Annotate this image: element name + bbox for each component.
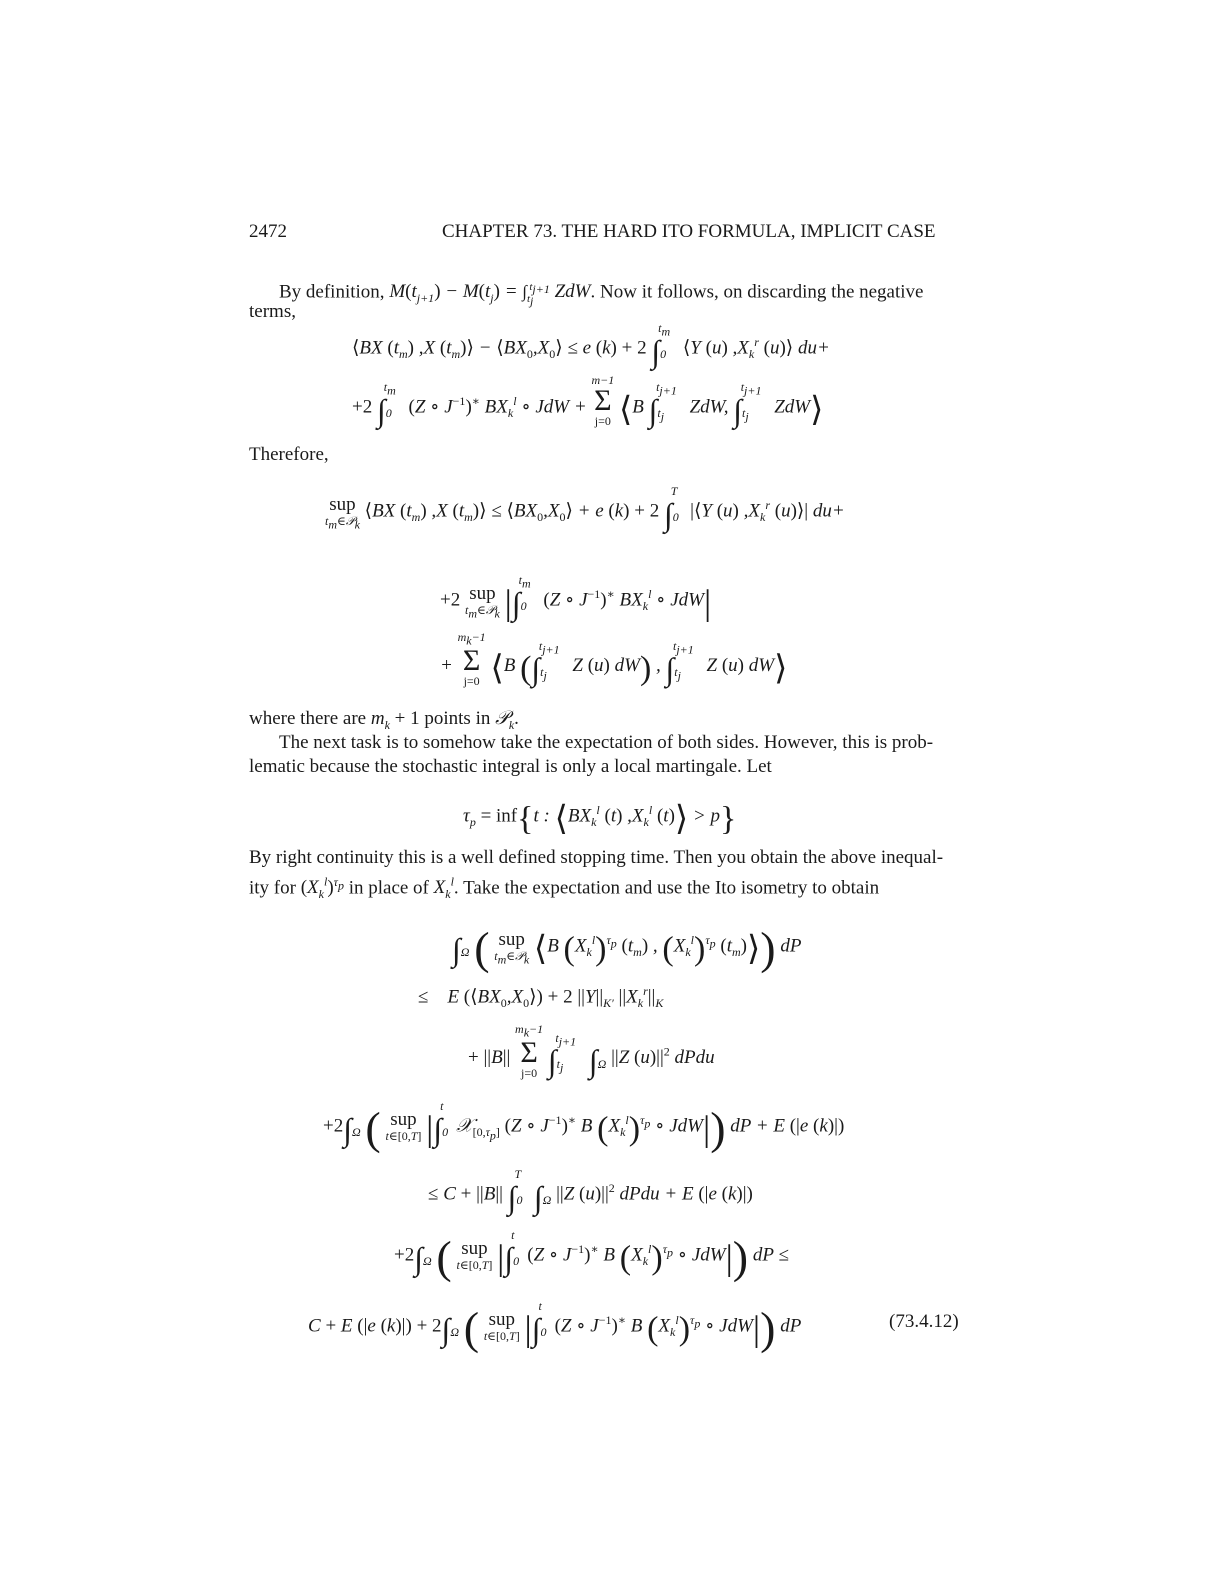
text-run: By definition, [279, 281, 390, 303]
paragraph-right-continuity-2 [249, 870, 879, 906]
equation-label: (73.4.12) [889, 1311, 959, 1332]
text-run: . Take the expectation and use the Ito isometry to obtain [453, 877, 880, 899]
equation-expectation-5: ≤ C + ||B|| $\int_0^T$ $\int_\Omega$ ||Z $(u)||^2$ dPdu + E (|e (k)|) [428, 1167, 753, 1216]
text-run: in place of [343, 877, 434, 899]
equation-expectation-6: $+2\int_\Omega$ ( sup t∈[0,T] $|\int_0^t$ (Z ∘ $J^{-1})^∗$ B $(X_k^l)^{\tau_p}$ ∘ JdW|) dP ≤ [394, 1228, 789, 1283]
running-title: CHAPTER 73. THE HARD ITO FORMULA, IMPLICIT CASE [442, 221, 936, 242]
paragraph-next-task-1: The next task is to somehow take the expectation of both sides. However, this is prob- [279, 732, 934, 753]
text-run: ity for [249, 877, 301, 899]
paragraph-points: where there are $m_k + 1$ points in 𝒫$_k$. [249, 708, 519, 732]
page-number: 2472 [249, 221, 287, 242]
text-run: . Now it follows, on discarding the negative [590, 281, 924, 303]
equation-sup-1-cont: +2 sup $t_m\in 𝒫_k$ $|\int_0^{t_m}$ (Z ∘ $J^{-1})^∗$ $BX_k^l$ ∘ JdW| [440, 573, 712, 623]
equation-expectation-1: $\int_\Omega$ ( sup $t_m\in 𝒫_k$ ⟨B $(X_k^l)^{\tau_p}$ $(t_m)$ , $(X_k^l)^{\tau_p}$ $(t_m)⟩$) dP [452, 922, 802, 974]
text-run: where there are [249, 708, 371, 729]
paragraph-terms: terms, [249, 301, 296, 322]
equation-expectation-7: C + E (|e $(k)|) + 2\int_\Omega$ ( sup t∈[0,T] $|\int_0^t$ (Z ∘ $J^{-1})^∗$ B $(X_k^l)^{\tau_p}$ ∘ JdW|) dP [308, 1299, 802, 1354]
math-inline-m-diff: $M(t_{j+1}) - M(t_j) = \int_{t_j}^{t_{j+1}}$ ZdW [389, 281, 591, 309]
paragraph-next-task-2: lematic because the stochastic integral is only a local martingale. Let [249, 756, 772, 777]
equation-inequality-1-cont: +2 $\int_0^{t_m}$ (Z ∘ $J^{-1})^∗$ $BX_k^l$ ∘ JdW + m−1 Σ j=0 ⟨B $\int_{t_j}^{t_{j+1}}$ ZdW, $\int_{t_j}^{t_{j+1}}$ ZdW⟩ [352, 373, 824, 429]
equation-expectation-3: + ||B|| $m_k-1$ Σ j=0 $\int_{t_j}^{t_{j+1}}$ $\int_\Omega$ ||Z $(u)||^2$ dPdu [468, 1022, 715, 1081]
equation-inequality-1: ⟨BX $(t_m)$ ,X $(t_m)⟩$ − $⟨BX_0,X_0⟩ \le e$ (k) + 2 $\int_0^{t_m}$ ⟨Y (u) $,X_k^r$ (u)⟩ du+ [352, 321, 830, 370]
equation-sup-1-sum: + $m_k-1$ Σ j=0 ⟨B ($\int_{t_j}^{t_{j+1}}$ Z (u) dW) , $\int_{t_j}^{t_{j+1}}$ Z (u) dW⟩ [440, 630, 788, 689]
paragraph-therefore: Therefore, [249, 444, 329, 465]
equation-sup-1: sup $t_m\in 𝒫_k$ ⟨BX $(t_m)$ ,X $(t_m)⟩$ ≤ $⟨BX_0,X_0⟩ + e$ (k) + 2 $\int_0^T$ |⟨Y (u) $,X_k^r$ (u)⟩| du+ [325, 484, 845, 533]
math-inline-xk-tau: $(X_k^l)^{\tau_p}$ [300, 875, 344, 902]
text-run: points in [419, 708, 496, 729]
equation-expectation-2: ≤ E $(⟨BX_0,X_0⟩) + 2$ $||Y||_{K'}$ $||X_k^r||_K$ [418, 984, 664, 1011]
paragraph-definition [279, 275, 923, 313]
math-inline-xk: $X_k^l$ [433, 875, 454, 902]
math-inline-pk: 𝒫$_k$ [495, 708, 515, 732]
equation-tau-def: $\tau_p = inf\{t$ : $⟨BX_k^l$ (t) $,X_k^l$ (t)⟩ > p} [463, 800, 737, 838]
equation-expectation-4: $+2\int_\Omega$ ( sup t∈[0,T] $|\int_0^t$ 𝒳$_{[0,\tau_p]}$ (Z ∘ $J^{-1})^∗$ B $(X_k^l)^{\tau_p}$ ∘ JdW|) dP + E (|e (k)|) [323, 1099, 845, 1154]
paragraph-right-continuity-1: By right continuity this is a well defined stopping time. Then you obtain the above inequal- [249, 847, 944, 868]
math-inline-mk: $m_k + 1$ [370, 708, 420, 732]
